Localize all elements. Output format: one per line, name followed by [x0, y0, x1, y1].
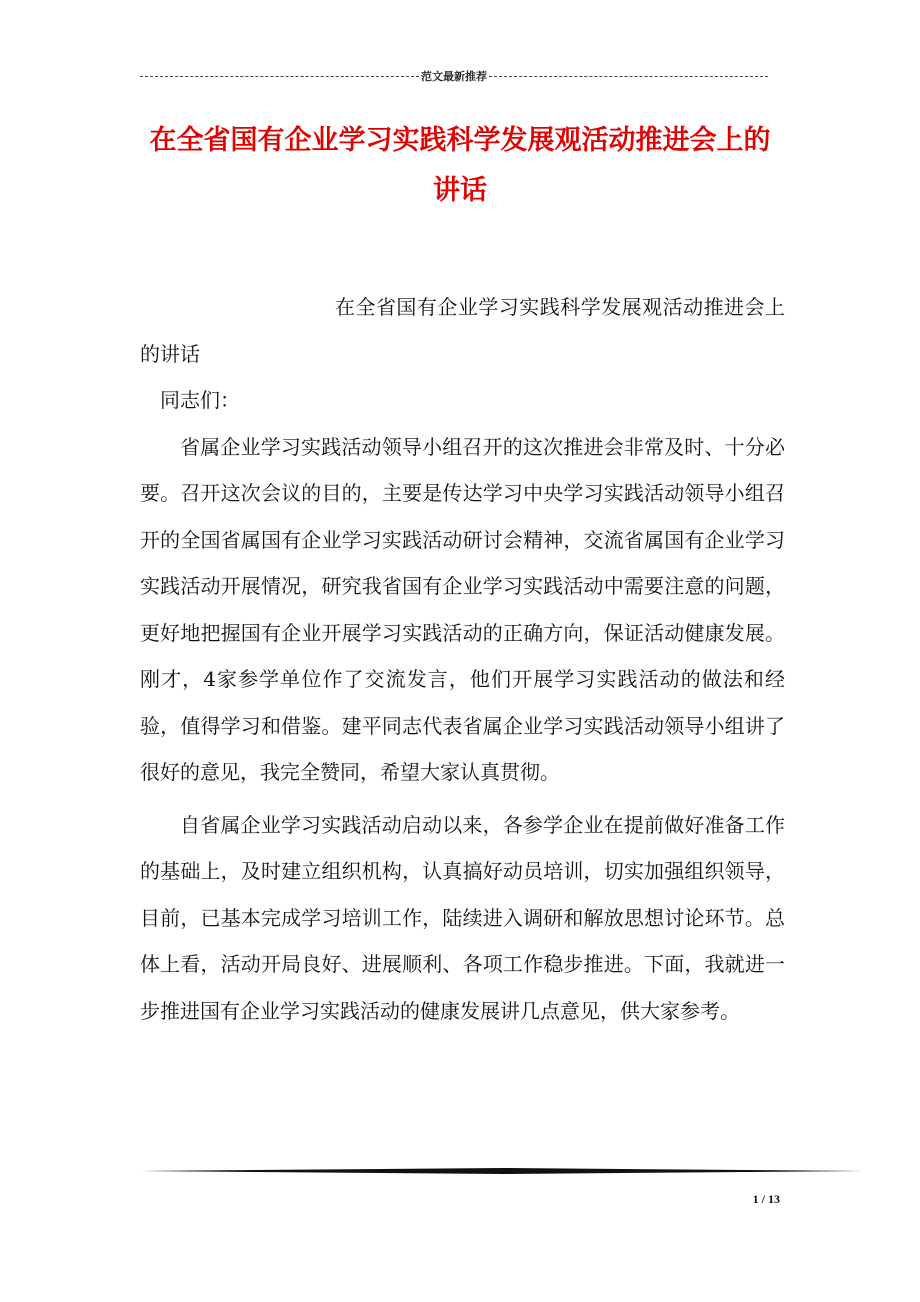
header-dash-right: [489, 76, 768, 77]
document-title: 在全省国有企业学习实践科学发展观活动推进会上的讲话: [149, 125, 771, 206]
paragraph-1: 省属企业学习实践活动领导小组召开的这次推进会非常及时、十分必要。召开这次会议的目的，主要是传达学习中央学习实践活动领导小组召开的全国省属国有企业学习实践活动研讨会精神，交流省属国有企业学习实践活动开展情况，研究我省国有企业学习实践活动中需要注意的问题，更好地把握国有企业开展学习实践活动的正确方向，保证活动健康发展。刚才，4家参学单位作了交流发言，他们开展学习实践活动的做法和经验，值得学习和借鉴。建平同志代表省属企业学习实践活动领导小组讲了很好的意见，我完全赞同，希望大家认真贯彻。: [140, 434, 785, 784]
page-number: 1 / 13: [752, 1192, 780, 1206]
header-dash-left: [140, 76, 419, 77]
document-body: [140, 284, 785, 1034]
paragraph-2: 自省属企业学习实践活动启动以来，各参学企业在提前做好准备工作的基础上，及时建立组织机构，认真搞好动员培训，切实加强组织领导，目前，已基本完成学习培训工作，陆续进入调研和解放思想讨论环节。总体上看，活动开局良好、进展顺利、各项工作稳步推进。下面，我就进一步推进国有企业学习实践活动的健康发展讲几点意见，供大家参考。: [140, 812, 785, 1023]
document-subtitle: 在全省国有企业学习实践科学发展观活动推进会上的讲话: [140, 295, 785, 366]
salutation: 同志们：: [160, 388, 240, 412]
page-header: [140, 66, 768, 86]
header-text: 范文最新推荐: [421, 70, 487, 83]
footer-rule: [140, 1168, 864, 1174]
